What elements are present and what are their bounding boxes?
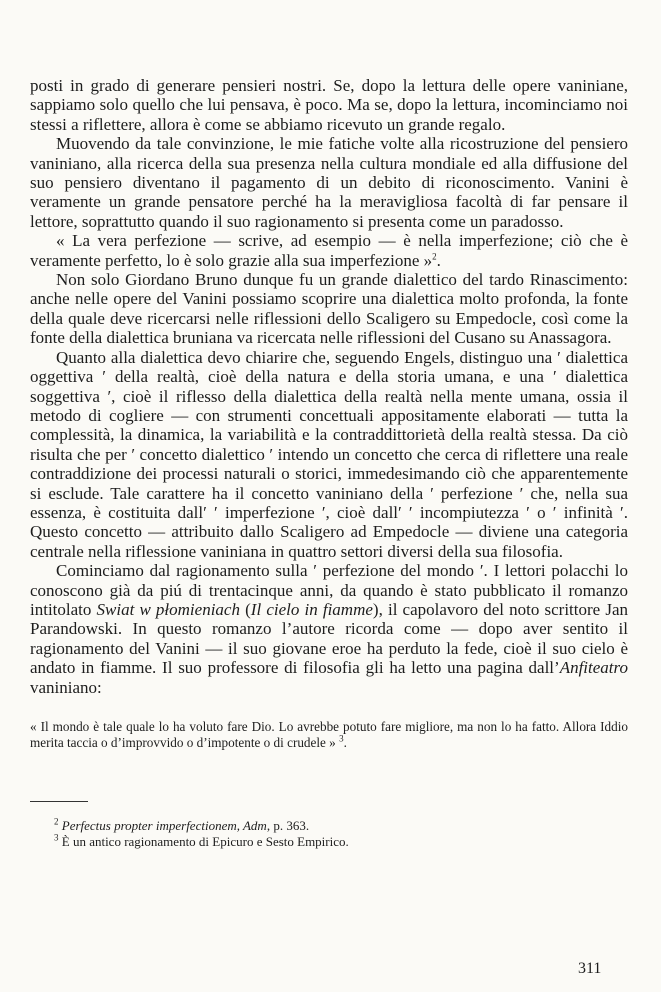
footnote-rule bbox=[30, 801, 88, 802]
text-run: Quanto alla dialettica devo chiarire che, seguendo Engels, distinguo una ′ dialettica oggettiva ′ della realtà, cioè della natura e della storia umana, e una ′ dialettica soggettiva ′, cioè il riflesso della dialettica della realtà nella mente umana, ossia il metodo di cogliere — con strumenti concettuali appositamente elaborati — tutta la complessità, la dinamica, la variabilità e la contraddittorietà della realtà stessa. Da ciò risulta che per ′ concetto dialettico ′ intendo un concetto che cerca di riflettere una reale contraddizione dei processi naturali o storici, immedesimando ciò che apparentemente si esclude. Tale carattere ha il concetto vaniniano della ′ perfezione ′ che, nella sua essenza, è costituita dall′ ′ imperfezione ′, cioè dall′ ′ incompiutezza ′ o ′ infinità ′. Questo concetto — attribuito dallo Scaligero ad Empedocle — diviene una categoria centrale nella riflessione vaniniana in quattro settori diversi della sua filosofia. bbox=[30, 347, 628, 561]
footnotes bbox=[30, 818, 628, 850]
text-run: Non solo Giordano Bruno dunque fu un grande dialettico del tardo Rinascimento: anche nelle opere del Vanini possiamo scoprire una dialettica molto profonda, la fonte della quale deve ricercarsi nelle riflessioni dello Scaligero su Empedocle, così come la fonte della dialettica bruniana va ricercata nelle riflessioni del Cusano su Anassagora. bbox=[30, 270, 628, 348]
text-run: « La vera perfezione — scrive, ad esempio — è nella imperfezione; ciò che è veramente perfetto, lo è solo grazie alla sua imperfezione » bbox=[30, 231, 628, 270]
italic-text: Anfiteatro bbox=[559, 658, 628, 678]
paragraph bbox=[30, 348, 628, 561]
quote-footnote-ref: 3 bbox=[339, 733, 344, 744]
text-run: vaniniano: bbox=[30, 677, 102, 697]
text-run: ), il capolavoro del noto scrittore Jan Parandowski. In questo romanzo l’autore ricorda come — dopo aver sentito il ragionamento del Vanini — il suo giovane eroe ha perduto la fede, cioè il suo cielo è andato in fiamme. Il suo professore di filosofia gli ha letto una pagina dall’ bbox=[30, 599, 628, 678]
italic-text: Il cielo in fiamme bbox=[250, 599, 373, 619]
page-number: 311 bbox=[578, 960, 602, 977]
footnote-rest: È un antico ragionamento di Epicuro e Sesto Empirico. bbox=[61, 834, 349, 849]
quote-end: . bbox=[343, 735, 347, 750]
text-run: posti in grado di generare pensieri nostri. Se, dopo la lettura delle opere vaniniane, sappiamo solo quello che lui pensava, è poco. Ma se, dopo la lettura, incominciamo noi stessi a riflettere, allora è come se abbiamo ricevuto un grande regalo. bbox=[30, 76, 628, 134]
text-run: ( bbox=[239, 599, 251, 619]
footnote-2 bbox=[30, 818, 628, 834]
footnote-3 bbox=[30, 834, 628, 850]
main-text bbox=[30, 76, 628, 697]
text-run: Muovendo da tale convinzione, le mie fatiche volte alla ricostruzione del pensiero vaniniano, alla ricerca della sua presenza nella cultura mondiale ed alla diffusione del suo pensiero diventano il pagamento di un debito di riconoscimento. Vanini è veramente un grande pensatore perché ha la meravigliosa facoltà di far pensare il lettore, soprattutto quando il suo ragionamento si presenta come un paradosso. bbox=[30, 134, 628, 231]
quote-text: « Il mondo è tale quale lo ha voluto fare Dio. Lo avrebbe potuto fare migliore, ma non lo ha fatto. Allora Iddio merita taccia o d’improvvido o d’impotente o di crudele » bbox=[30, 719, 628, 750]
text-run: . bbox=[436, 250, 441, 270]
paragraph bbox=[30, 231, 628, 270]
footnote-number: 3 bbox=[54, 832, 59, 843]
text-run: Cominciamo dal ragionamento sulla ′ perfezione del mondo ′. I lettori polacchi lo conoscono già da piú di trentacinque anni, da quando è stato pubblicato il romanzo intitolato bbox=[30, 561, 628, 619]
footnote-ref: 2 bbox=[432, 251, 437, 261]
footnote-rest: , p. 363. bbox=[266, 818, 310, 833]
paragraph bbox=[30, 134, 628, 231]
footnote-number: 2 bbox=[54, 816, 59, 827]
footnote-italic: Perfectus propter imperfectionem, Adm bbox=[61, 818, 267, 833]
italic-text: Swiat w płomieniach bbox=[96, 599, 240, 619]
paragraph bbox=[30, 270, 628, 348]
paragraph bbox=[30, 76, 628, 134]
page bbox=[30, 76, 628, 850]
paragraph bbox=[30, 561, 628, 697]
block-quote bbox=[30, 719, 628, 751]
